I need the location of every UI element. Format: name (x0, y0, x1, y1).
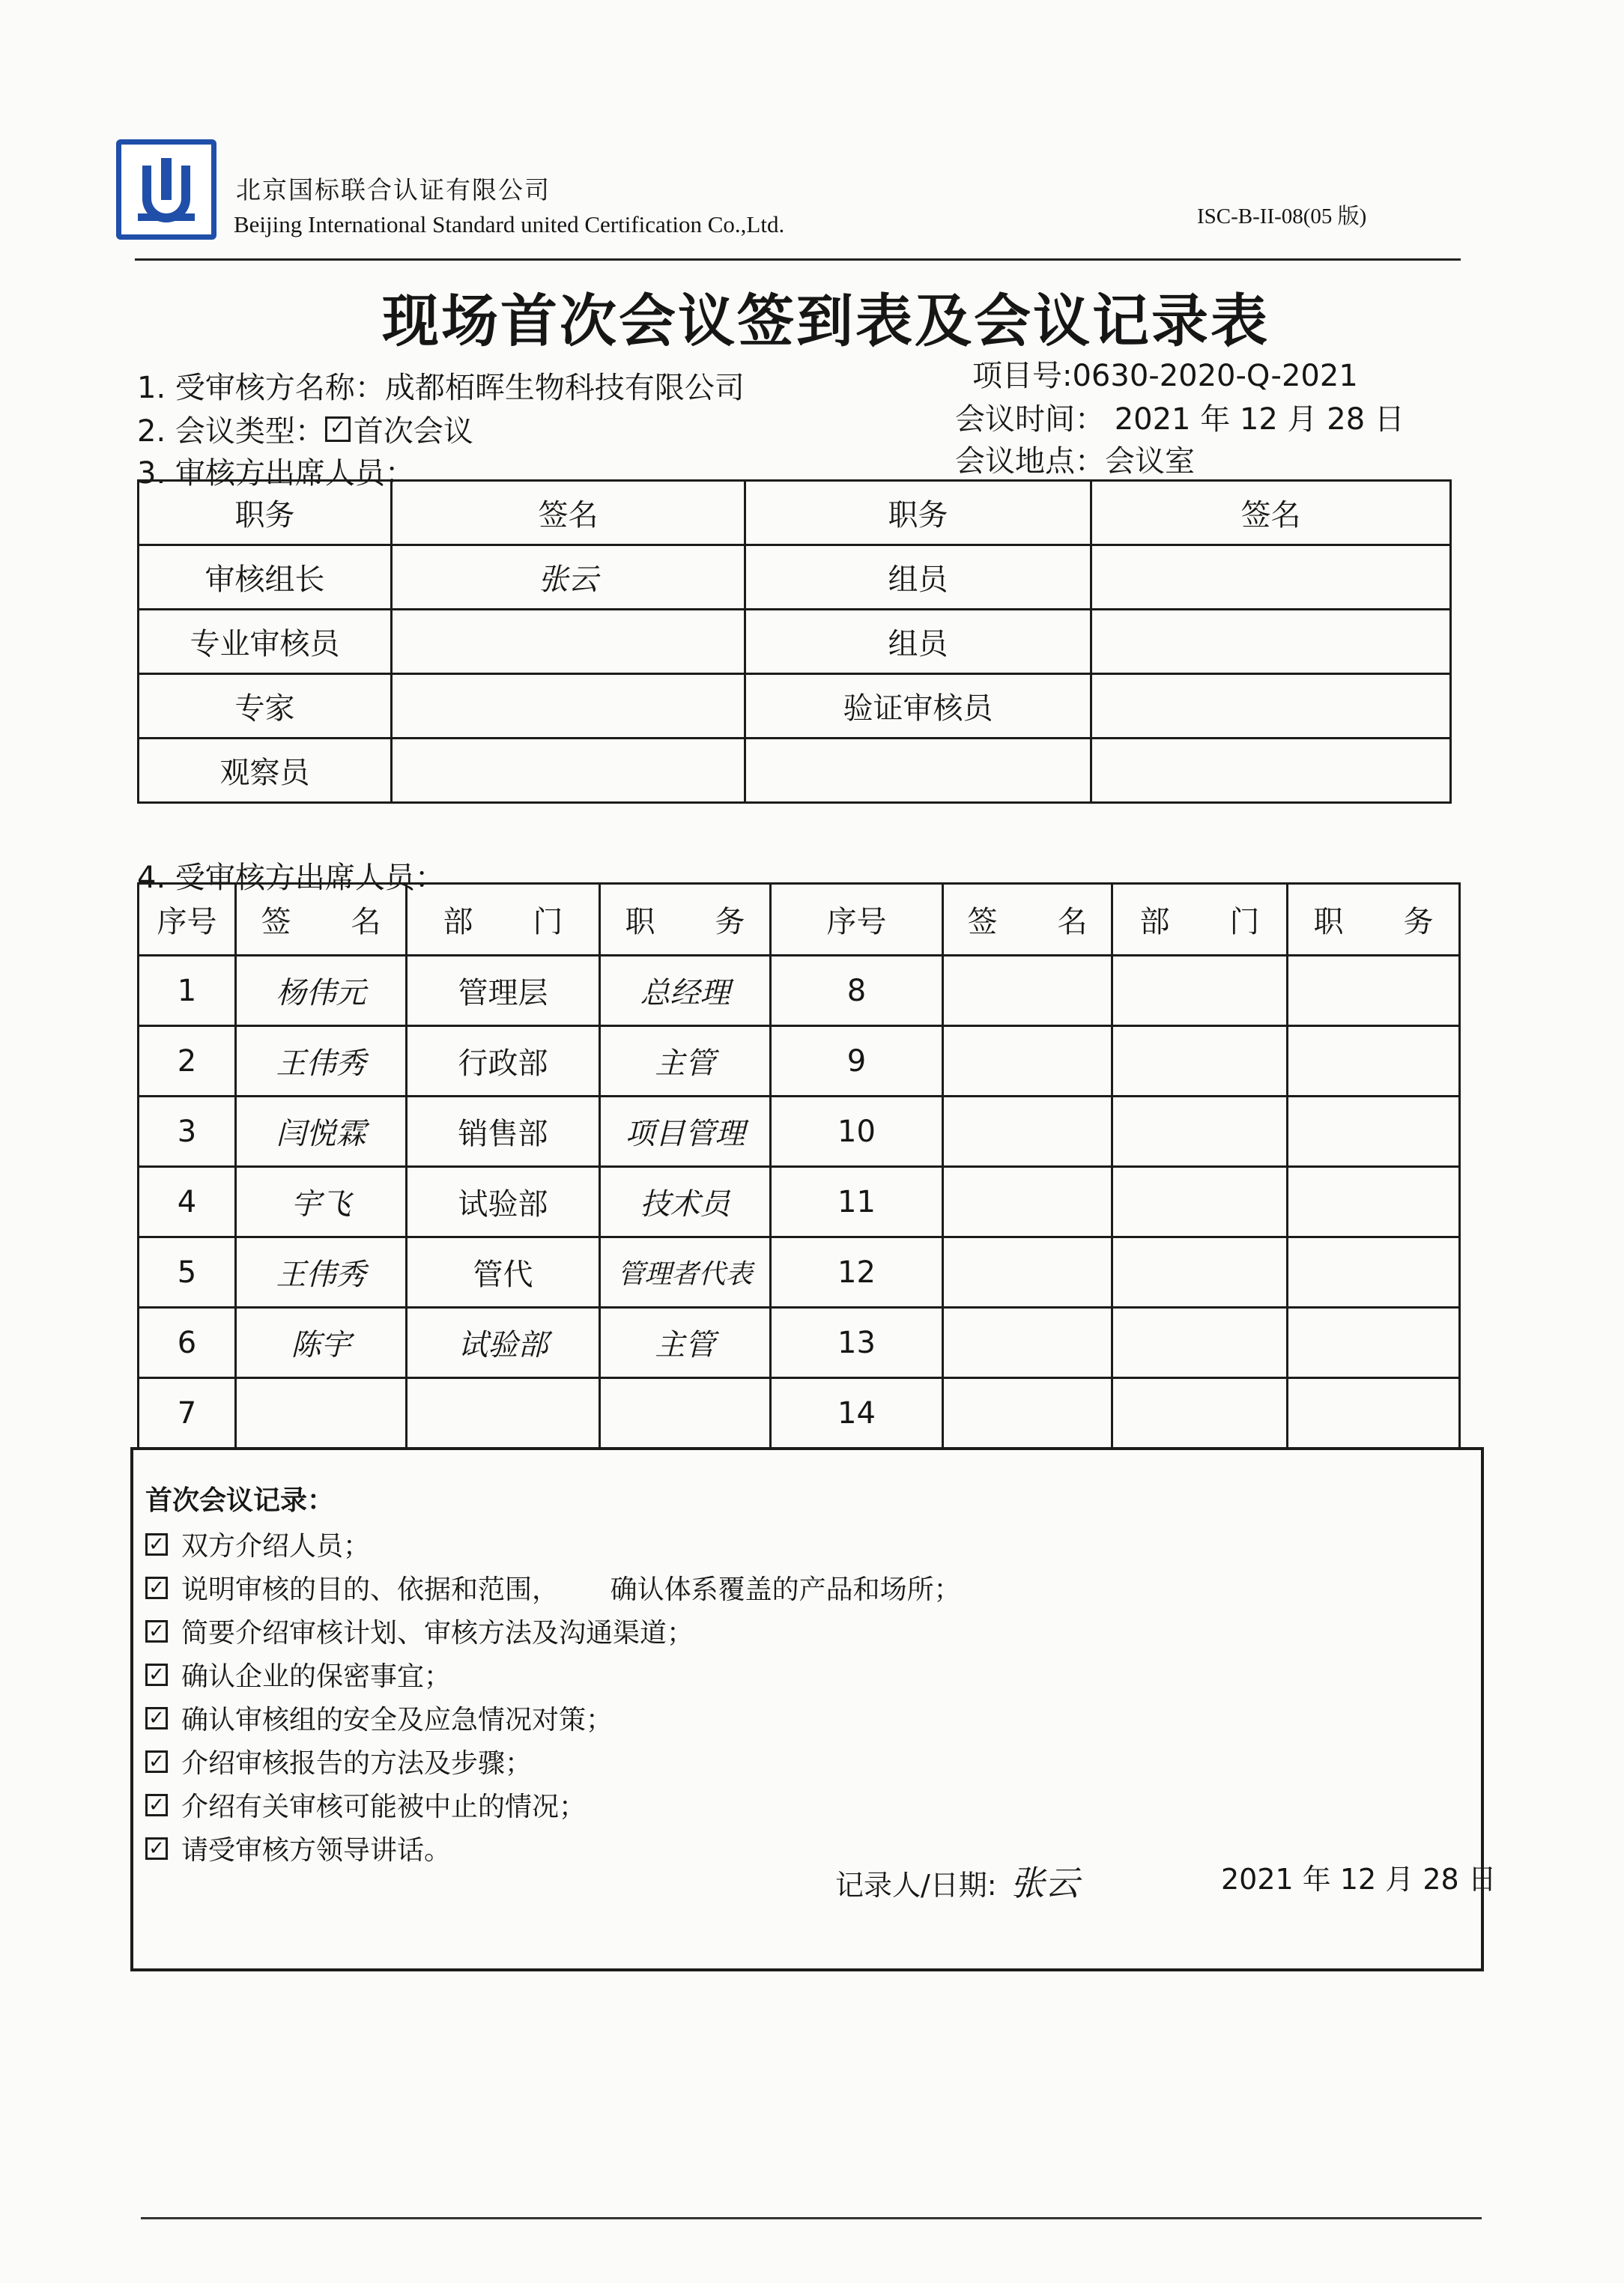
signature-cell: 闫悦霖 (236, 1097, 407, 1167)
table-row (139, 956, 1460, 1026)
row-number: 8 (771, 956, 943, 1026)
table-row (139, 1026, 1460, 1097)
department-cell: 管理层 (407, 956, 600, 1026)
row-number: 6 (139, 1308, 236, 1378)
record-item (145, 1612, 694, 1650)
header-divider (135, 258, 1461, 261)
table-row (139, 610, 1451, 674)
auditee-name-line: 1. 受审核方名称：成都栢晖生物科技有限公司 (137, 371, 745, 405)
row-number: 14 (771, 1378, 943, 1449)
header-signature: 签名 (392, 481, 745, 545)
table-row (139, 1097, 1460, 1167)
signature-cell (392, 674, 745, 739)
department-cell: 试验部 (407, 1167, 600, 1237)
row-number: 10 (771, 1097, 943, 1167)
department-cell: 试验部 (407, 1308, 600, 1378)
header-signature: 签 名 (943, 884, 1112, 956)
row-number: 3 (139, 1097, 236, 1167)
department-cell (407, 1378, 600, 1449)
meeting-place: 会议地点：会议室 (955, 444, 1195, 479)
signature-cell (943, 1237, 1112, 1308)
header-role: 职务 (745, 481, 1091, 545)
record-item (145, 1525, 370, 1563)
department-cell (1112, 1167, 1288, 1237)
position-cell: 管理者代表 (600, 1237, 771, 1308)
department-cell: 行政部 (407, 1026, 600, 1097)
auditee-attendance-table (137, 882, 1461, 1449)
header-role: 职务 (139, 481, 392, 545)
record-item (145, 1655, 451, 1694)
role-cell: 组员 (745, 545, 1091, 610)
auditor-attendees-label: 3. 审核方出席人员： (137, 456, 415, 491)
header-no: 序号 (139, 884, 236, 956)
row-number: 5 (139, 1237, 236, 1308)
department-cell: 管代 (407, 1237, 600, 1308)
signature-cell (392, 739, 745, 803)
table-row (139, 545, 1451, 610)
checkbox-checked-icon: ✓ (145, 1707, 168, 1729)
role-cell: 审核组长 (139, 545, 392, 610)
role-cell: 验证审核员 (745, 674, 1091, 739)
record-item-text: 说明审核的目的、依据和范围， 确认体系覆盖的产品和场所； (181, 1574, 961, 1605)
signature-cell (943, 1378, 1112, 1449)
header-position: 职 务 (600, 884, 771, 956)
header-position: 职 务 (1288, 884, 1460, 956)
department-cell (1112, 1026, 1288, 1097)
position-cell (1288, 1167, 1460, 1237)
record-item (145, 1742, 532, 1780)
department-cell (1112, 1308, 1288, 1378)
auditor-attendance-table (137, 479, 1452, 804)
checkbox-checked-icon: ✓ (325, 416, 351, 442)
meeting-type-value: 首次会议 (353, 414, 473, 449)
department-cell (1112, 1097, 1288, 1167)
footer-divider (141, 2217, 1482, 2219)
row-number: 7 (139, 1378, 236, 1449)
signature-cell (392, 610, 745, 674)
record-item-text: 介绍审核报告的方法及步骤； (181, 1748, 533, 1779)
record-item-text: 确认审核组的安全及应急情况对策； (181, 1705, 613, 1735)
record-item-text: 确认企业的保密事宜； (181, 1661, 452, 1692)
row-number: 1 (139, 956, 236, 1026)
signature-cell: 陈宇 (236, 1308, 407, 1378)
recorder-line (835, 1856, 1079, 1905)
record-item (145, 1568, 961, 1607)
role-cell: 专家 (139, 674, 392, 739)
row-number: 9 (771, 1026, 943, 1097)
checkbox-checked-icon: ✓ (145, 1620, 168, 1643)
row-number: 11 (771, 1167, 943, 1237)
row-number: 2 (139, 1026, 236, 1097)
record-item-text: 简要介绍审核计划、审核方法及沟通渠道； (181, 1618, 694, 1649)
signature-cell (943, 1167, 1112, 1237)
table-row (139, 739, 1451, 803)
role-cell (745, 739, 1091, 803)
company-logo (116, 139, 216, 240)
signature-cell (1091, 739, 1451, 803)
signature-cell (943, 1308, 1112, 1378)
signature-cell (943, 1097, 1112, 1167)
position-cell: 总经理 (600, 956, 771, 1026)
checkbox-checked-icon: ✓ (145, 1794, 168, 1816)
checkbox-checked-icon: ✓ (145, 1533, 168, 1556)
checkbox-checked-icon: ✓ (145, 1577, 168, 1599)
position-cell (1288, 956, 1460, 1026)
role-cell: 专业审核员 (139, 610, 392, 674)
record-item-text: 请受审核方领导讲话。 (181, 1835, 452, 1866)
checkbox-checked-icon: ✓ (145, 1664, 168, 1686)
table-header-row (139, 481, 1451, 545)
table-row (139, 674, 1451, 739)
record-item-text: 双方介绍人员； (181, 1531, 371, 1562)
signature-cell (1091, 674, 1451, 739)
department-cell (1112, 956, 1288, 1026)
page-title: 现场首次会议签到表及会议记录表 (382, 288, 1270, 354)
signature-cell (943, 956, 1112, 1026)
position-cell (1288, 1026, 1460, 1097)
meeting-type-label: 2. 会议类型： (137, 414, 325, 449)
record-item-text: 介绍有关审核可能被中止的情况； (181, 1792, 587, 1822)
company-name-zh: 北京国标联合认证有限公司 (236, 175, 551, 204)
signature-cell: 宇飞 (236, 1167, 407, 1237)
department-cell (1112, 1378, 1288, 1449)
recorder-label: 记录人/日期: (835, 1869, 997, 1902)
record-item (145, 1829, 451, 1867)
header-department: 部 门 (407, 884, 600, 956)
auditee-attendees-label: 4. 受审核方出席人员： (137, 861, 445, 895)
position-cell (1288, 1378, 1460, 1449)
row-number: 13 (771, 1308, 943, 1378)
header-signature: 签 名 (236, 884, 407, 956)
table-header-row (139, 884, 1460, 956)
position-cell: 技术员 (600, 1167, 771, 1237)
header-no: 序号 (771, 884, 943, 956)
meeting-time: 会议时间： 2021 年 12 月 28 日 (955, 402, 1405, 437)
row-number: 12 (771, 1237, 943, 1308)
position-cell (1288, 1308, 1460, 1378)
position-cell: 项目管理 (600, 1097, 771, 1167)
table-row (139, 1237, 1460, 1308)
record-item (145, 1699, 613, 1737)
signature-cell: 王伟秀 (236, 1026, 407, 1097)
meeting-type-line (137, 407, 473, 450)
role-cell: 组员 (745, 610, 1091, 674)
record-item (145, 1786, 586, 1824)
department-cell (1112, 1237, 1288, 1308)
signature-cell (1091, 545, 1451, 610)
record-date: 2021 年 12 月 28 日 (1221, 1863, 1497, 1896)
table-row (139, 1308, 1460, 1378)
signature-cell: 张云 (392, 545, 745, 610)
meeting-record-title: 首次会议记录： (145, 1485, 335, 1516)
signature-cell: 杨伟元 (236, 956, 407, 1026)
role-cell: 观察员 (139, 739, 392, 803)
header-department: 部 门 (1112, 884, 1288, 956)
department-cell: 销售部 (407, 1097, 600, 1167)
position-cell (600, 1378, 771, 1449)
signature-cell (943, 1026, 1112, 1097)
signature-cell (1091, 610, 1451, 674)
company-name-en: Beijing International Standard united Certification Co.,Ltd. (234, 211, 785, 237)
table-row (139, 1378, 1460, 1449)
position-cell (1288, 1237, 1460, 1308)
row-number: 4 (139, 1167, 236, 1237)
position-cell (1288, 1097, 1460, 1167)
signature-cell: 王伟秀 (236, 1237, 407, 1308)
table-row (139, 1167, 1460, 1237)
position-cell: 主管 (600, 1026, 771, 1097)
position-cell: 主管 (600, 1308, 771, 1378)
checkbox-checked-icon: ✓ (145, 1750, 168, 1773)
document-code: ISC-B-II-08(05 版) (1197, 204, 1367, 228)
project-number: 项目号:0630-2020-Q-2021 (972, 359, 1358, 393)
checkbox-checked-icon: ✓ (145, 1837, 168, 1860)
signature-cell (236, 1378, 407, 1449)
recorder-signature: 张云 (1010, 1863, 1079, 1903)
logo-mark-icon (121, 145, 211, 234)
header-signature: 签名 (1091, 481, 1451, 545)
